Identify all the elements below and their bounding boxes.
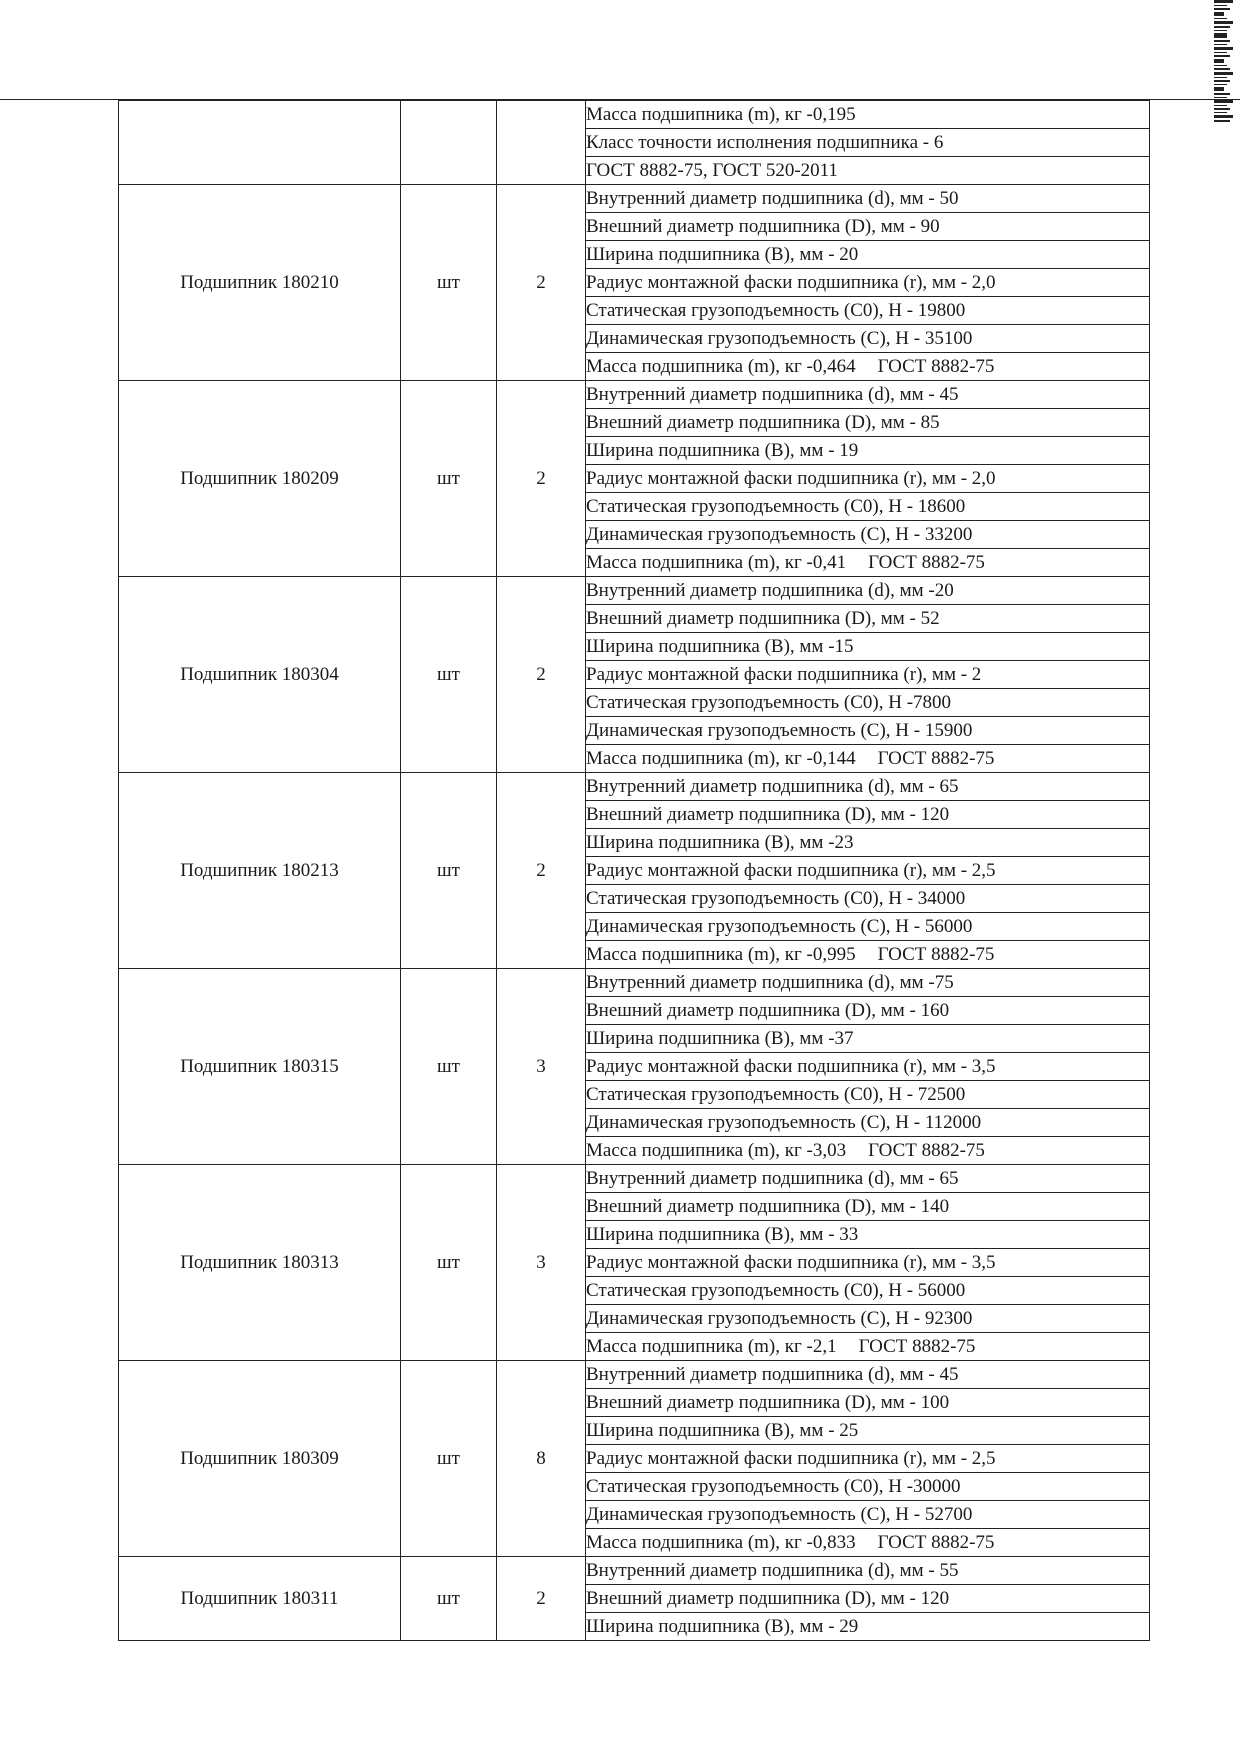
property-cell: [586, 1025, 1150, 1053]
scan-mark: [1214, 80, 1230, 82]
unit-cell: шт: [401, 1557, 497, 1641]
scan-mark: [1214, 33, 1227, 38]
property-text: Внешний диаметр подшипника (D), мм - 52: [586, 608, 940, 629]
property-cell: [586, 1221, 1150, 1249]
property-text: Радиус монтажной фаски подшипника (r), мм - 2,0: [586, 272, 996, 293]
property-text: Статическая грузоподъемность (C0), Н - 18600: [586, 496, 966, 517]
property-text: Статическая грузоподъемность (C0), Н - 72500: [586, 1084, 966, 1105]
unit-cell: шт: [401, 1361, 497, 1557]
property-text: Внешний диаметр подшипника (D), мм - 100: [586, 1392, 950, 1413]
property-cell: [586, 857, 1150, 885]
property-cell: [586, 297, 1150, 325]
quantity-cell: 2: [497, 773, 586, 969]
table-row: [119, 969, 1150, 997]
unit-cell: шт: [401, 969, 497, 1165]
property-text: Внешний диаметр подшипника (D), мм - 120: [586, 1588, 950, 1609]
scan-mark: [1214, 26, 1230, 28]
quantity-cell: [497, 101, 586, 185]
property-text: Масса подшипника (m), кг -2,1: [586, 1336, 837, 1357]
scan-mark: [1214, 18, 1227, 19]
property-cell: [586, 689, 1150, 717]
property-text: Внешний диаметр подшипника (D), мм - 140: [586, 1196, 950, 1217]
property-text: Масса подшипника (m), кг -0,833: [586, 1532, 856, 1553]
property-text: Масса подшипника (m), кг -3,03: [586, 1140, 847, 1161]
scan-mark: [1214, 12, 1224, 16]
property-text: Радиус монтажной фаски подшипника (r), мм - 2,5: [586, 860, 996, 881]
property-text: Класс точности исполнения подшипника - 6: [586, 132, 944, 153]
property-cell: [586, 969, 1150, 997]
property-cell: [586, 1557, 1150, 1585]
property-cell: [586, 1417, 1150, 1445]
scan-mark: [1214, 68, 1230, 70]
property-text: Радиус монтажной фаски подшипника (r), мм - 3,5: [586, 1056, 996, 1077]
quantity-cell: 2: [497, 185, 586, 381]
property-cell: [586, 1389, 1150, 1417]
table-row: [119, 1557, 1150, 1585]
property-cell: [586, 157, 1150, 185]
unit-cell: шт: [401, 381, 497, 577]
product-name-cell: Подшипник 180213: [119, 773, 401, 969]
property-cell: [586, 1081, 1150, 1109]
property-text: Внутренний диаметр подшипника (d), мм - 55: [586, 1560, 959, 1581]
scan-mark: [1214, 21, 1233, 24]
property-text: Внутренний диаметр подшипника (d), мм - 65: [586, 1168, 959, 1189]
scan-mark: [1214, 115, 1233, 118]
property-text: Ширина подшипника (B), мм -37: [586, 1028, 854, 1049]
table-row: [119, 773, 1150, 801]
gost-reference: ГОСТ 8882-75: [868, 1140, 985, 1161]
scan-edge-marks: [1214, 0, 1236, 600]
property-text: Внешний диаметр подшипника (D), мм - 160: [586, 1000, 950, 1021]
property-text: Внешний диаметр подшипника (D), мм - 90: [586, 216, 940, 237]
property-text: Динамическая грузоподъемность (C), Н - 56000: [586, 916, 973, 937]
unit-cell: шт: [401, 185, 497, 381]
property-text: Внутренний диаметр подшипника (d), мм -20: [586, 580, 954, 601]
property-text: Масса подшипника (m), кг -0,41: [586, 552, 847, 573]
product-name-cell: Подшипник 180210: [119, 185, 401, 381]
property-text: Радиус монтажной фаски подшипника (r), мм - 2: [586, 664, 982, 685]
property-cell: [586, 549, 1150, 577]
property-text: Динамическая грузоподъемность (C), Н - 33200: [586, 524, 973, 545]
property-text: Внутренний диаметр подшипника (d), мм -75: [586, 972, 954, 993]
bearing-spec-table: [118, 100, 1150, 1641]
property-cell: [586, 1361, 1150, 1389]
quantity-cell: 8: [497, 1361, 586, 1557]
spec-table-body: [119, 101, 1150, 1641]
property-cell: [586, 1165, 1150, 1193]
property-cell: [586, 269, 1150, 297]
scan-mark: [1214, 112, 1227, 113]
property-cell: [586, 409, 1150, 437]
property-text: Ширина подшипника (B), мм - 25: [586, 1420, 859, 1441]
property-text: Ширина подшипника (B), мм - 33: [586, 1224, 859, 1245]
table-row: [119, 101, 1150, 129]
scan-mark: [1214, 97, 1227, 98]
scan-mark: [1214, 30, 1227, 31]
scan-mark: [1214, 100, 1233, 103]
scan-mark: [1214, 93, 1230, 95]
property-text: Внутренний диаметр подшипника (d), мм - 45: [586, 384, 959, 405]
property-cell: [586, 1585, 1150, 1613]
property-cell: [586, 913, 1150, 941]
property-text: Динамическая грузоподъемность (C), Н - 15900: [586, 720, 973, 741]
property-cell: [586, 213, 1150, 241]
scan-mark: [1214, 59, 1224, 63]
property-cell: [586, 1473, 1150, 1501]
table-row: [119, 1165, 1150, 1193]
property-text: Ширина подшипника (B), мм - 19: [586, 440, 859, 461]
property-cell: [586, 465, 1150, 493]
property-text: Внутренний диаметр подшипника (d), мм - 45: [586, 1364, 959, 1385]
product-name-cell: Подшипник 180313: [119, 1165, 401, 1361]
property-cell: [586, 381, 1150, 409]
property-cell: [586, 1249, 1150, 1277]
unit-cell: шт: [401, 577, 497, 773]
scan-mark: [1214, 52, 1227, 53]
table-row: [119, 381, 1150, 409]
property-cell: [586, 1109, 1150, 1137]
property-text: Ширина подшипника (B), мм - 29: [586, 1616, 859, 1637]
product-name-cell: [119, 101, 401, 185]
product-name-cell: Подшипник 180209: [119, 381, 401, 577]
scan-mark: [1214, 40, 1230, 42]
property-cell: [586, 745, 1150, 773]
property-cell: [586, 1529, 1150, 1557]
scan-mark: [1214, 5, 1227, 6]
property-cell: [586, 717, 1150, 745]
property-cell: [586, 885, 1150, 913]
property-cell: [586, 577, 1150, 605]
scan-mark: [1214, 8, 1230, 10]
property-cell: [586, 437, 1150, 465]
gost-reference: ГОСТ 8882-75: [858, 1336, 976, 1357]
property-cell: [586, 129, 1150, 157]
property-cell: [586, 801, 1150, 829]
gost-reference: ГОСТ 8882-75: [877, 944, 995, 965]
quantity-cell: 2: [497, 577, 586, 773]
property-text: Ширина подшипника (B), мм -23: [586, 832, 854, 853]
product-name-cell: Подшипник 180315: [119, 969, 401, 1165]
property-text: ГОСТ 8882-75, ГОСТ 520-2011: [586, 160, 838, 181]
property-text: Внутренний диаметр подшипника (d), мм - 65: [586, 776, 959, 797]
property-text: Статическая грузоподъемность (C0), Н - 56000: [586, 1280, 966, 1301]
scan-mark: [1214, 72, 1233, 75]
scan-mark: [1214, 105, 1227, 106]
property-text: Масса подшипника (m), кг -0,464: [586, 356, 856, 377]
property-cell: [586, 633, 1150, 661]
property-text: Динамическая грузоподъемность (C), Н - 52700: [586, 1504, 973, 1525]
property-text: Статическая грузоподъемность (C0), Н - 34000: [586, 888, 966, 909]
quantity-cell: 3: [497, 969, 586, 1165]
property-cell: [586, 997, 1150, 1025]
property-cell: [586, 1333, 1150, 1361]
scan-mark: [1214, 108, 1230, 110]
property-text: Статическая грузоподъемность (C0), Н -7800: [586, 692, 952, 713]
property-text: Динамическая грузоподъемность (C), Н - 92300: [586, 1308, 973, 1329]
property-text: Радиус монтажной фаски подшипника (r), мм - 2,0: [586, 468, 996, 489]
unit-cell: шт: [401, 1165, 497, 1361]
property-text: Масса подшипника (m), кг -0,195: [586, 104, 856, 125]
property-text: Радиус монтажной фаски подшипника (r), мм - 2,5: [586, 1448, 996, 1469]
gost-reference: ГОСТ 8882-75: [868, 552, 985, 573]
table-row: [119, 1361, 1150, 1389]
property-cell: [586, 661, 1150, 689]
property-text: Радиус монтажной фаски подшипника (r), мм - 3,5: [586, 1252, 996, 1273]
property-text: Статическая грузоподъемность (C0), Н -30000: [586, 1476, 961, 1497]
scan-mark: [1214, 84, 1227, 85]
property-text: Внешний диаметр подшипника (D), мм - 85: [586, 412, 940, 433]
scan-mark: [1214, 44, 1227, 45]
unit-cell: [401, 101, 497, 185]
property-text: Масса подшипника (m), кг -0,995: [586, 944, 856, 965]
property-cell: [586, 1445, 1150, 1473]
property-cell: [586, 325, 1150, 353]
property-cell: [586, 353, 1150, 381]
property-cell: [586, 1193, 1150, 1221]
gost-reference: ГОСТ 8882-75: [877, 748, 995, 769]
property-cell: [586, 773, 1150, 801]
quantity-cell: 2: [497, 1557, 586, 1641]
property-text: Масса подшипника (m), кг -0,144: [586, 748, 856, 769]
property-cell: [586, 241, 1150, 269]
property-cell: [586, 941, 1150, 969]
property-cell: [586, 1053, 1150, 1081]
table-row: [119, 185, 1150, 213]
table-row: [119, 577, 1150, 605]
property-cell: [586, 1137, 1150, 1165]
product-name-cell: Подшипник 180304: [119, 577, 401, 773]
property-cell: [586, 101, 1150, 129]
property-cell: [586, 1305, 1150, 1333]
property-cell: [586, 493, 1150, 521]
scan-mark: [1214, 77, 1227, 78]
property-cell: [586, 1277, 1150, 1305]
quantity-cell: 2: [497, 381, 586, 577]
scan-mark: [1214, 120, 1230, 122]
property-cell: [586, 1613, 1150, 1641]
property-text: Ширина подшипника (B), мм -15: [586, 636, 854, 657]
scan-mark: [1214, 0, 1233, 3]
scan-mark: [1214, 65, 1227, 66]
property-text: Динамическая грузоподъемность (C), Н - 112000: [586, 1112, 982, 1133]
product-name-cell: Подшипник 180311: [119, 1557, 401, 1641]
property-cell: [586, 829, 1150, 857]
property-text: Внешний диаметр подшипника (D), мм - 120: [586, 804, 950, 825]
gost-reference: ГОСТ 8882-75: [877, 356, 995, 377]
scan-mark: [1214, 55, 1230, 57]
property-cell: [586, 521, 1150, 549]
property-text: Динамическая грузоподъемность (C), Н - 35100: [586, 328, 973, 349]
quantity-cell: 3: [497, 1165, 586, 1361]
gost-reference: ГОСТ 8882-75: [877, 1532, 995, 1553]
scan-mark: [1214, 47, 1233, 50]
property-text: Статическая грузоподъемность (C0), Н - 19800: [586, 300, 966, 321]
product-name-cell: Подшипник 180309: [119, 1361, 401, 1557]
property-cell: [586, 185, 1150, 213]
scan-mark: [1214, 87, 1224, 91]
property-cell: [586, 605, 1150, 633]
property-cell: [586, 1501, 1150, 1529]
property-text: Внутренний диаметр подшипника (d), мм - 50: [586, 188, 959, 209]
unit-cell: шт: [401, 773, 497, 969]
property-text: Ширина подшипника (B), мм - 20: [586, 244, 859, 265]
